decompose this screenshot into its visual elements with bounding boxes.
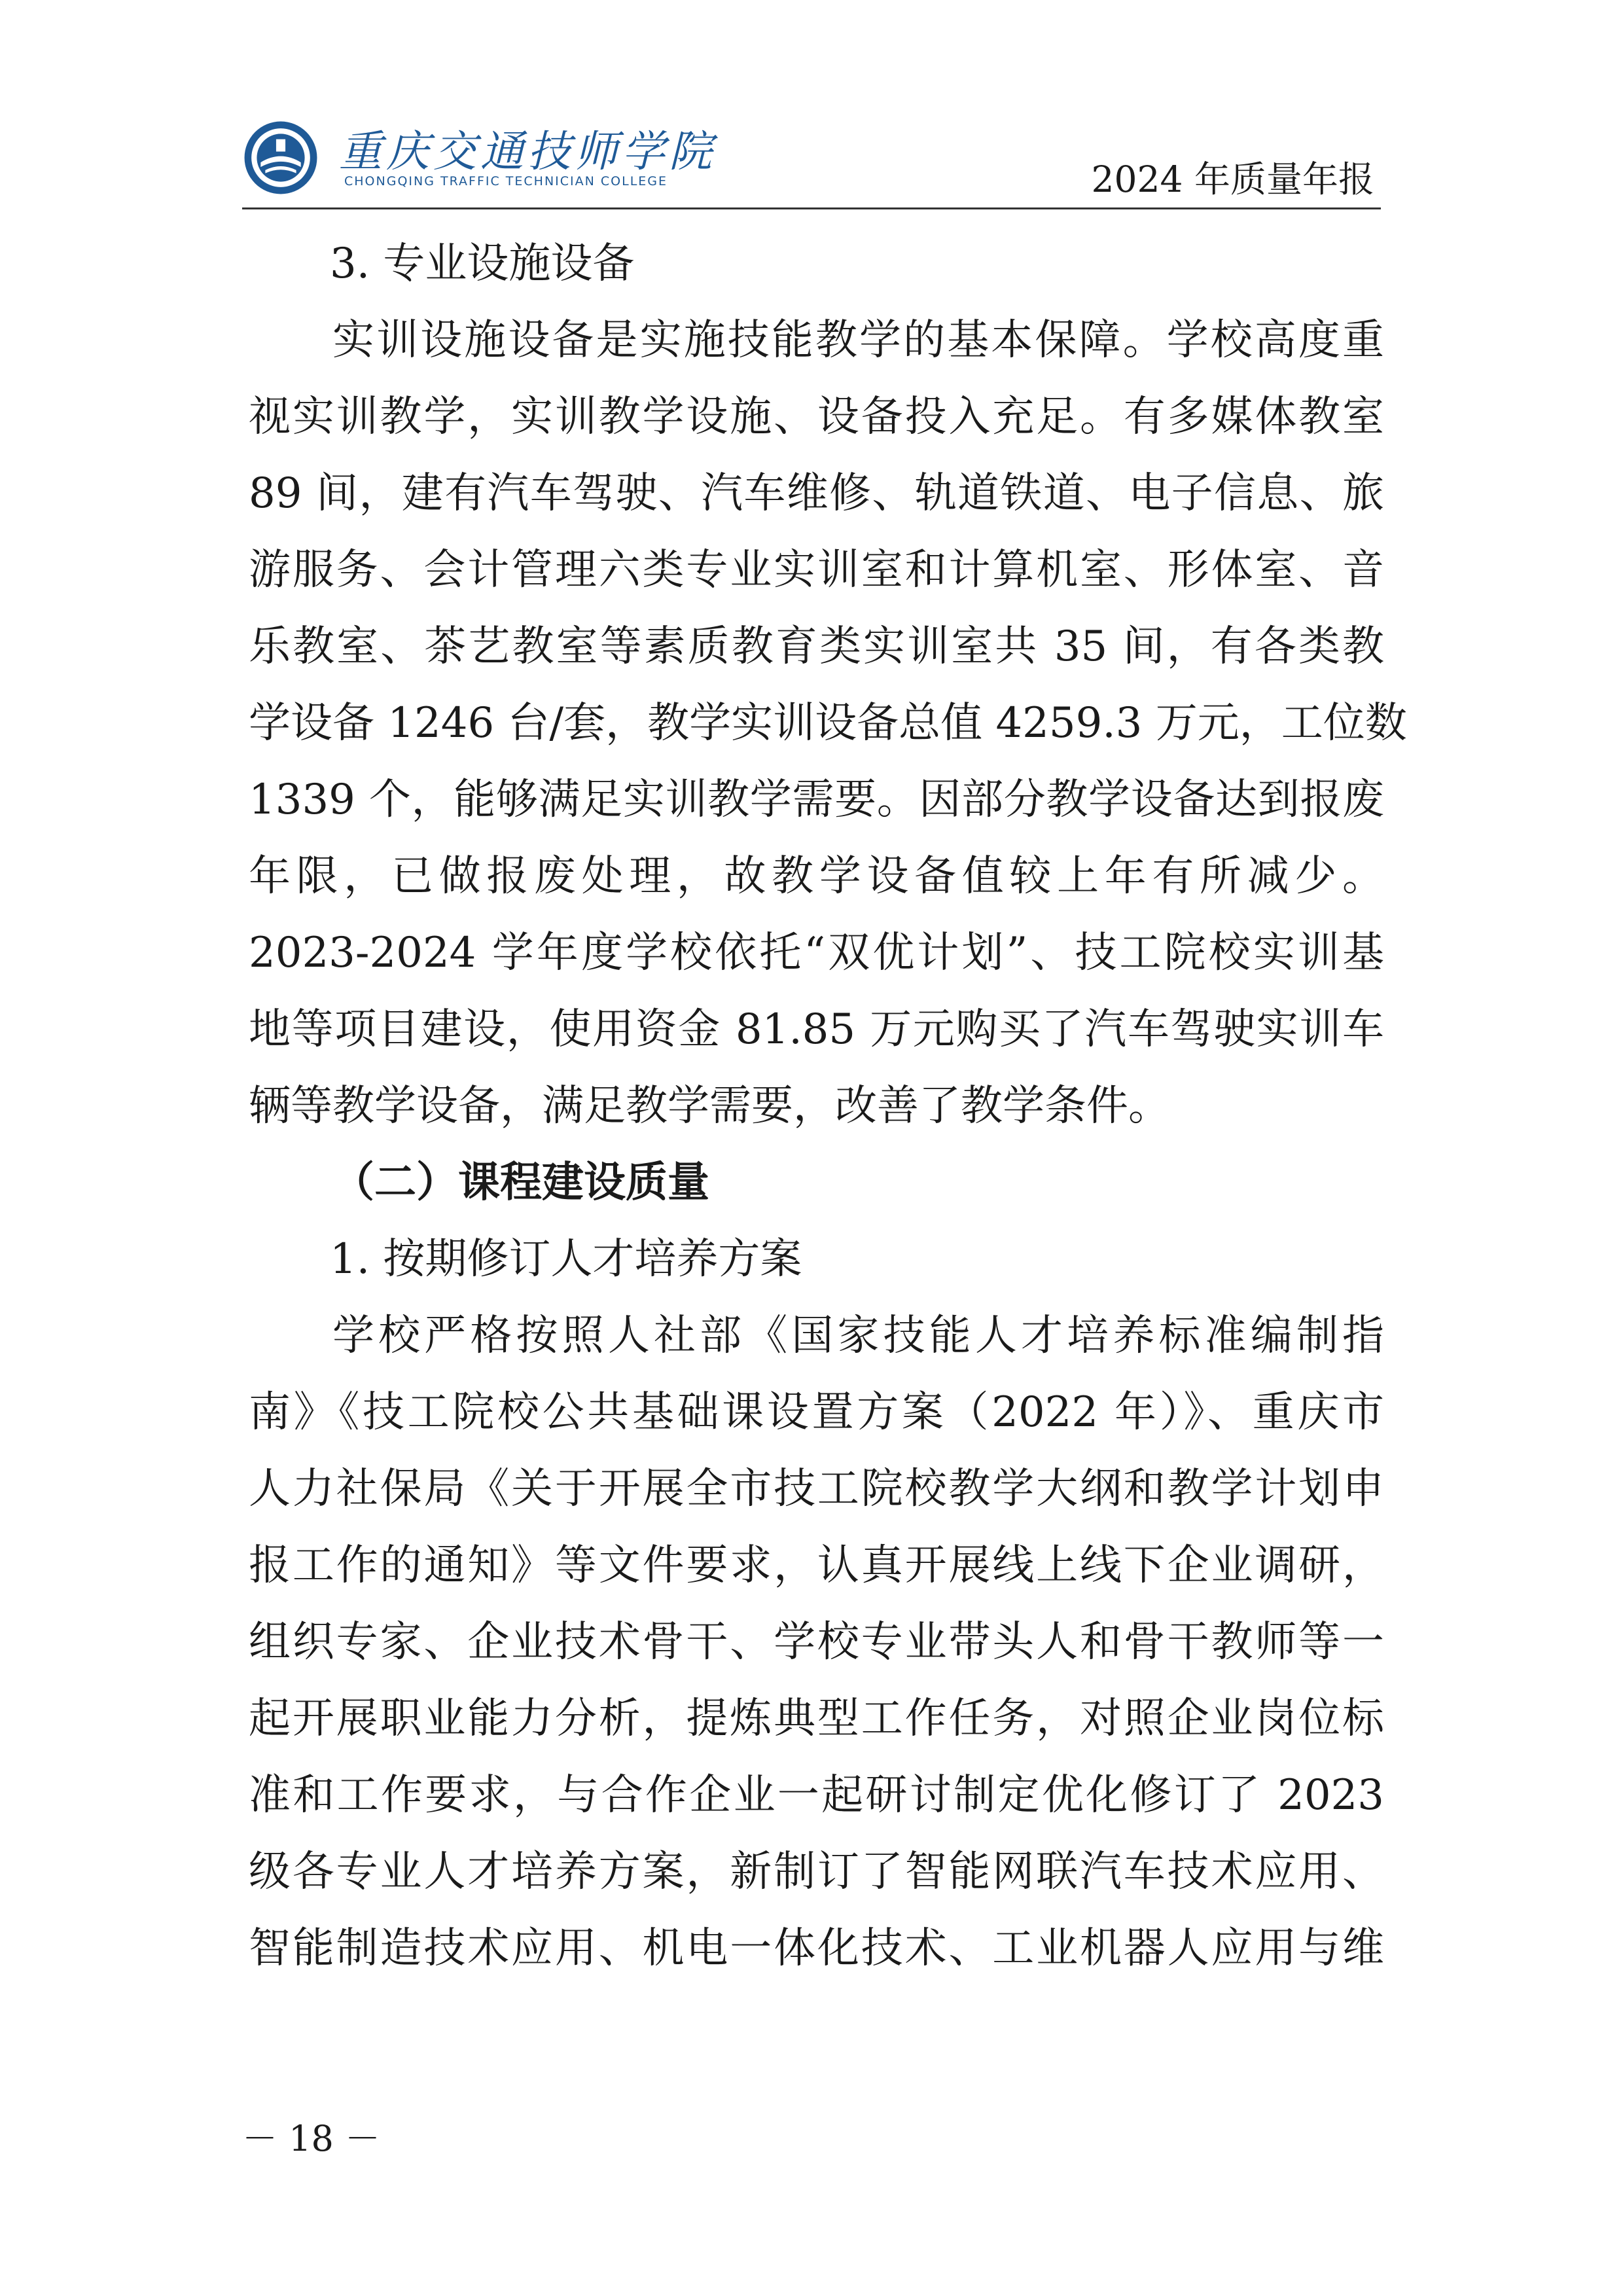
paragraph-line: 智能制造技术应用、机电一体化技术、工业机器人应用与维 [249,1924,1384,1973]
paragraph-line: 地等项目建设，使用资金 81.85 万元购买了汽车驾驶实训车 [249,1005,1384,1054]
paragraph-line: 准和工作要求，与合作企业一起研讨制定优化修订了 2023 [249,1771,1384,1820]
paragraph-line: 报工作的通知》等文件要求，认真开展线上线下企业调研， [249,1541,1384,1590]
school-name-cn: 重庆交通技师学院 [339,126,716,177]
paragraph-line: 实训设施设备是实施技能教学的基本保障。学校高度重 [332,316,1384,365]
paragraph-line: 学设备 1246 台/套，教学实训设备总值 4259.3 万元，工位数 [249,699,1407,747]
paragraph-line: 级各专业人才培养方案，新制订了智能网联汽车技术应用、 [249,1848,1384,1896]
paragraph-line: 2023-2024 学年度学校依托“双优计划”、技工院校实训基 [249,929,1384,977]
paragraph-line: 1339 个，能够满足实训教学需要。因部分教学设备达到报废 [249,776,1384,824]
paragraph-line: 辆等教学设备，满足教学需要，改善了教学条件。 [249,1082,1170,1130]
school-emblem-icon [242,119,319,196]
paragraph-line: 人力社保局《关于开展全市技工院校教学大纲和教学计划申 [249,1465,1384,1513]
report-title: 2024 年质量年报 [1091,158,1374,200]
paragraph-line: 学校严格按照人社部《国家技能人才培养标准编制指 [332,1312,1384,1360]
paragraph-training-plan [249,1298,1384,1987]
paragraph-line: 游服务、会计管理六类专业实训室和计算机室、形体室、音 [249,546,1384,594]
page-body [249,226,1407,1987]
page-header [242,111,1381,209]
paragraph-line: 89 间，建有汽车驾驶、汽车维修、轨道铁道、电子信息、旅 [249,469,1384,518]
paragraph-line: 年限，已做报废处理，故教学设备值较上年有所减少。 [249,852,1384,901]
paragraph-facilities [249,302,1407,1145]
school-name-en: CHONGQING TRAFFIC TECHNICIAN COLLEGE [344,174,668,188]
paragraph-line: 南》《技工院校公共基础课设置方案（2022 年）》、重庆市 [249,1388,1384,1437]
paragraph-line: 起开展职业能力分析，提炼典型工作任务，对照企业岗位标 [249,1695,1384,1743]
header-divider [242,207,1381,209]
subsection-heading-training-plan: 1. 按期修订人才培养方案 [330,1235,802,1283]
paragraph-line: 组织专家、企业技术骨干、学校专业带头人和骨干教师等一 [249,1618,1384,1666]
paragraph-line: 乐教室、茶艺教室等素质教育类实训室共 35 间，有各类教 [249,622,1384,671]
section-heading-course-quality: （二）课程建设质量 [332,1158,709,1207]
page-number: － 18 － [242,2118,381,2159]
subsection-heading-facilities: 3. 专业设施设备 [330,240,635,288]
paragraph-line: 视实训教学，实训教学设施、设备投入充足。有多媒体教室 [249,393,1384,441]
